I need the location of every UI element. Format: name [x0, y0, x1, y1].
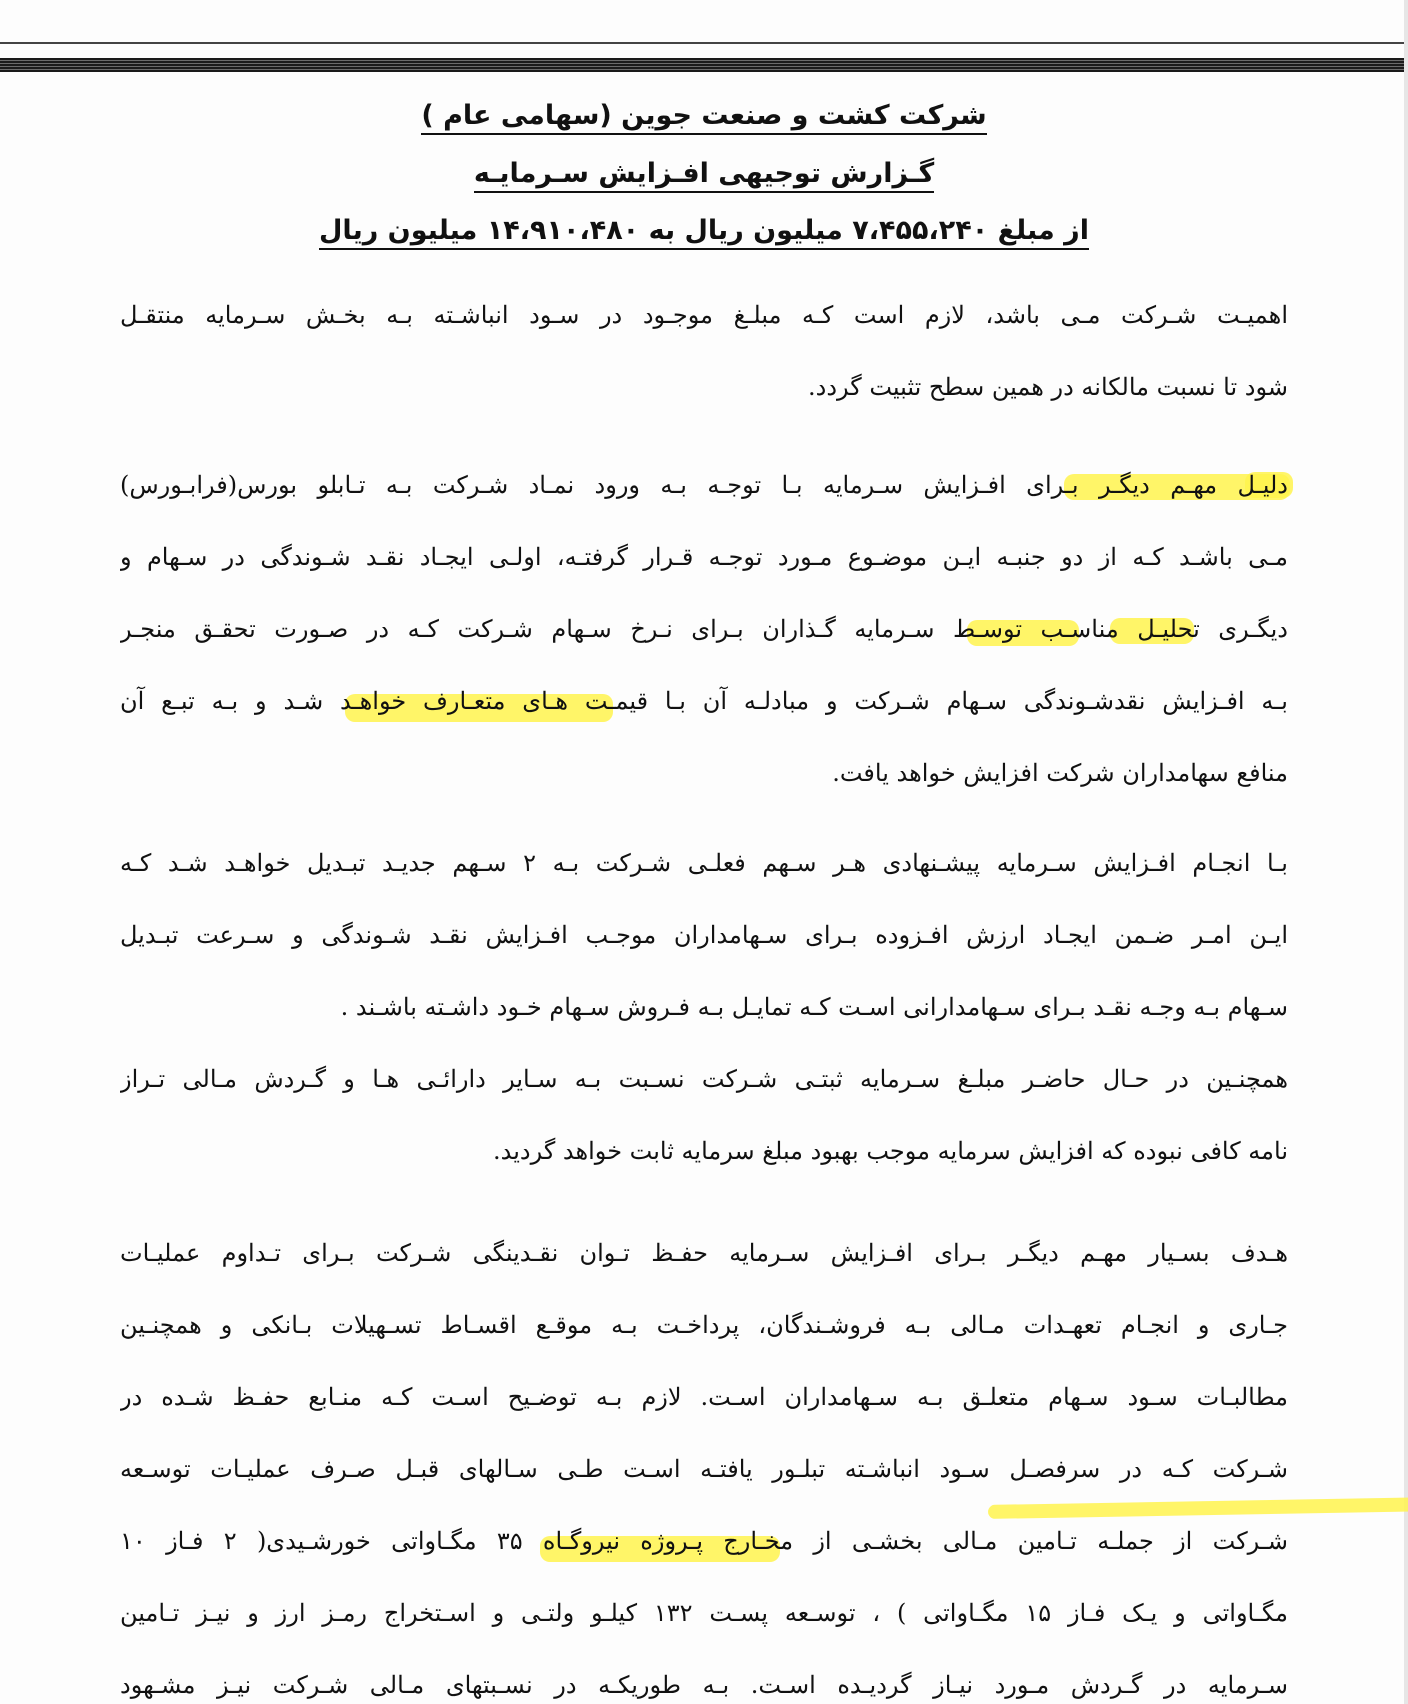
paragraph-1 [120, 300, 1288, 410]
text-line: سـهام بـه وجـه نقـد بـرای سـهامدارانی اسـت کـه تمایـل بـه فـروش سـهام خـود داشـته باشـند . [340, 993, 1288, 1021]
text-line: نامه کافی نبوده که افزایش سرمایه موجب بهبود مبلغ سرمایه ثابت خواهد گردید. [492, 1137, 1288, 1165]
text-line: اهمیـت شـرکت مـی باشد، لازم است کـه مبلـغ موجـود در سـود انباشـته بـه بخـش سـرمایه منتقـل [120, 301, 1288, 329]
text-line: دیگـری تحلیـل مناسـب توسـط سـرمایه گـذاران بـرای نـرخ سـهام شـرکت کـه در صـورت تحقـق منجـر [120, 615, 1288, 643]
text-line: سـرمایه در گـردش مـورد نیـاز گردیـده اسـت. بـه طوریکـه در نسـبتهای مـالی شـرکت نیـز مشـهود [120, 1671, 1288, 1699]
text-line: مطالبـات سـود سـهام متعلـق بـه سـهامداران اسـت. لازم بـه توضـیح اسـت کـه منـابع حفـظ شـده در [120, 1383, 1288, 1411]
header-band [0, 58, 1408, 72]
text-line: منافع سهامداران شرکت افزایش خواهد یافت. [832, 759, 1288, 787]
text-line: شـرکت کـه در سرفصـل سـود انباشـته تبلـور یافتـه اسـت طـی سـالهای قبـل صـرف عملیـات توسـعه [120, 1455, 1288, 1483]
text-line: هـدف بسـیار مهـم دیگـر بـرای افـزایش سـرمایه حفـظ تـوان نقـدینگی شـرکت بـرای تـداوم عملیـات [120, 1239, 1288, 1267]
text-line: مگـاواتی و یـک فـاز ۱۵ مگـاواتی ) ، توسـعه پسـت ۱۳۲ کیلـو ولتـی و اسـتخراج رمـز ارز و نیـز تـامین [120, 1599, 1288, 1627]
text-line: دلیـل مهـم دیگـر بـرای افـزایش سـرمایه بـا توجـه بـه ورود نمـاد شـرکت بـه تـابلو بورس(فرابـورس) [120, 471, 1288, 499]
text-line: بـه افـزایش نقدشـوندگی سـهام شـرکت و مبادلـه آن بـا قیمـت هـای متعـارف خواهـد شـد و بـه تبـع آن [120, 687, 1288, 715]
paragraph-2 [120, 470, 1288, 800]
top-rule [0, 42, 1408, 44]
text-line: بـا انجـام افـزایش سـرمایه پیشـنهادی هـر سـهم فعلـی شـرکت بـه ۲ سـهم جدیـد تبـدیل خواهـد شـد کـه [120, 849, 1288, 877]
report-title: گـزارش توجیهی افـزایش سـرمایـه [0, 158, 1408, 189]
text-line: شـرکت از جملـه تـامین مـالی بخشـی از مخـارج پـروژه نیروگـاه ۳۵ مگـاواتی خورشـیدی( ۲ فـاز ۱۰ [120, 1527, 1288, 1555]
text-line: ایـن امـر ضـمن ایجـاد ارزش افـزوده بـرای سـهامداران موجـب افـزایش نقـد شـوندگی و سـرعت تبـدیل [120, 921, 1288, 949]
text-line: همچنـین در حـال حاضـر مبلـغ سـرمایه ثبتـی شـرکت نسـبت بـه سـایر دارائـی هـا و گـردش مـالی تـراز [120, 1065, 1288, 1093]
text-line: جـاری و انجـام تعهـدات مـالی بـه فروشـندگان، پرداخـت بـه موقـع اقسـاط تسـهیلات بـانکی و همچنـین [120, 1311, 1288, 1339]
amount-line: از مبلغ ۷،۴۵۵،۲۴۰ میلیون ریال به ۱۴،۹۱۰،۴۸۰ میلیون ریال [0, 215, 1408, 246]
scan-edge [1404, 0, 1408, 1704]
text-line: شود تا نسبت مالکانه در همین سطح تثبیت گردد. [808, 373, 1288, 401]
text-line: مـی باشـد کـه از دو جنبـه ایـن موضـوع مـورد توجـه قـرار گرفتـه، اولـی ایجـاد نقـد شـوندگی در سـهام و [120, 543, 1288, 571]
paragraph-4 [120, 1238, 1288, 1704]
company-name: شرکت کشت و صنعت جوین (سهامی عام ) [0, 100, 1408, 131]
paragraph-3 [120, 848, 1288, 1178]
